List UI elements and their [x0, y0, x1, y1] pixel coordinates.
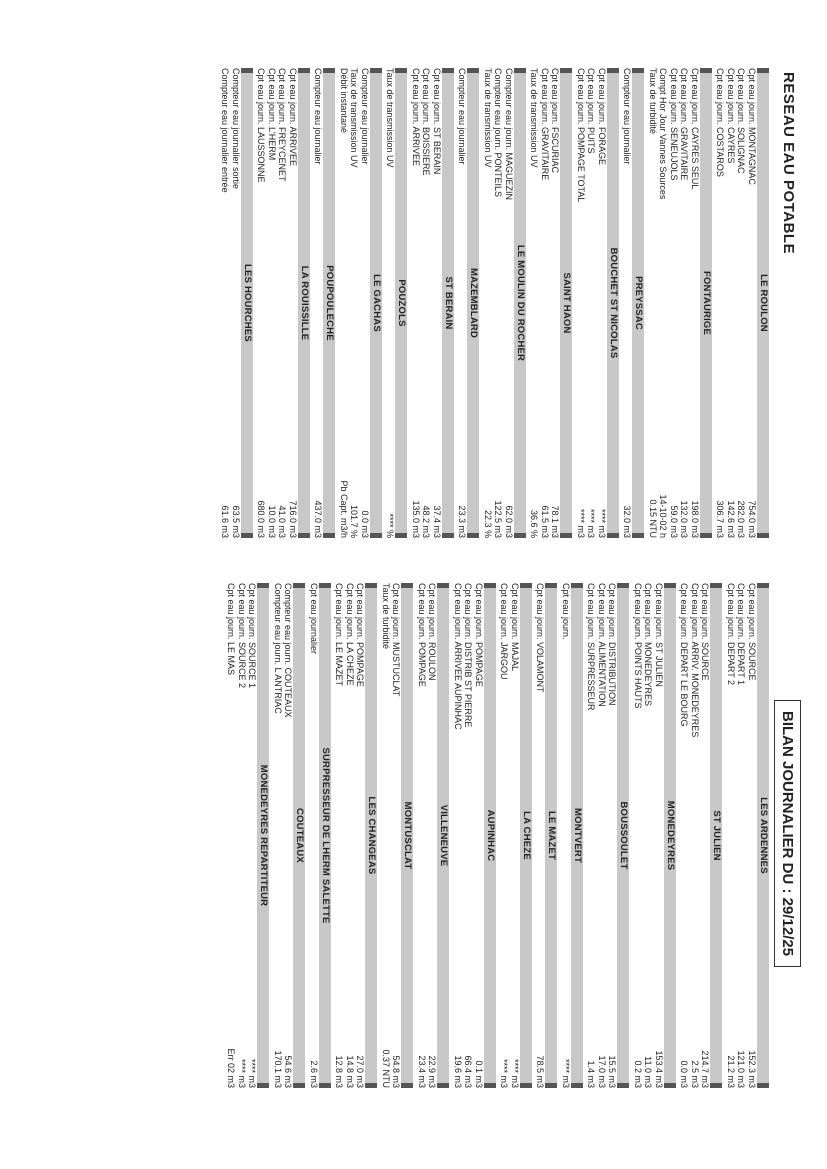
measure-label: Cpt eau journ. ST BERAIN: [432, 68, 442, 175]
measure-row: [381, 583, 392, 1088]
station-header: PREYSSAC: [633, 68, 645, 538]
measure-row: [747, 583, 758, 1088]
station-section: [313, 68, 336, 538]
station-section: [273, 583, 306, 1088]
station-header: FONTAURIGE: [700, 68, 712, 538]
measure-row: [576, 68, 587, 538]
measure-row: [220, 68, 231, 538]
measure-row: [463, 583, 474, 1088]
measure-label: Cpt eau journ. DEPART 2: [726, 583, 736, 686]
station-header: ST BERAIN: [442, 68, 454, 538]
measure-value: 101.7 %: [349, 504, 360, 538]
measure-label: Cpt eau journ. POMPAGE: [417, 583, 427, 687]
station-header: MAZEMBLARD: [468, 68, 480, 538]
measure-row: [736, 583, 747, 1088]
measure-label: Compteur eau journ. L ANTRIAC: [273, 583, 283, 714]
measure-label: Cpt eau journ. ARRIV. MONEDEYRES: [690, 583, 700, 738]
measure-label: Cpt eau journ. GRAVITAIRE: [540, 68, 550, 181]
station-section: [453, 583, 497, 1088]
report-title: RESEAU EAU POTABLE: [780, 72, 797, 255]
measure-row: [355, 583, 366, 1088]
station-header: LA CHEZE: [520, 583, 532, 1088]
measure-row: [256, 68, 267, 538]
measure-value: **** m3: [510, 1058, 520, 1088]
measure-value: 0.2 m3: [633, 1060, 643, 1088]
measure-label: Cpt eau journ. DEPART 1: [736, 583, 747, 686]
station-section: [499, 583, 532, 1088]
measure-label: Compteur eau journ. PONTEILS: [493, 68, 504, 198]
measure-value: 62.0 m3: [504, 505, 514, 538]
measure-value: **** m3: [499, 1058, 510, 1088]
measure-row: [648, 68, 659, 538]
station-header: MONTVERT: [571, 583, 583, 1088]
measure-row: [586, 583, 597, 1088]
measure-row: [504, 68, 515, 538]
measure-row: [453, 583, 464, 1088]
measure-row: [432, 68, 443, 538]
measure-label: Cpt eau journ. SOURCE 2: [237, 583, 247, 689]
station-header: MONEDEYRES REPARTITEUR: [258, 583, 270, 1088]
measure-row: [726, 583, 737, 1088]
measure-label: Cpt eau journ. SENEUJOLS: [669, 68, 679, 181]
measure-label: Cpt eau journ. CAYRES: [726, 68, 736, 164]
measure-label: Taux de turbidité: [381, 583, 391, 650]
measure-label: Compteur eau journalier: [622, 68, 633, 165]
station-section: [561, 583, 584, 1088]
measure-row: [736, 68, 747, 538]
station-header: COUTEAUX: [294, 583, 306, 1088]
measure-label: Cpt eau journ. POINTS HAUTS: [633, 583, 643, 709]
station-section: [334, 583, 378, 1088]
measure-label: Compteur eau journalier: [457, 68, 468, 165]
measure-row: [658, 68, 669, 538]
measure-row: [309, 583, 320, 1088]
measure-value: 17.0 m3: [597, 1055, 607, 1088]
measure-label: Cpt eau journ. ROULON: [427, 583, 438, 681]
measure-value: 19.6 m3: [453, 1055, 463, 1088]
measure-label: Cpt eau journ. POMPAGE: [355, 583, 366, 687]
measure-row: [483, 68, 494, 538]
measure-value: 122.5 m3: [493, 500, 504, 538]
report-date-box: BILAN JOURNALIER DU : 29/12/25: [774, 700, 801, 967]
measure-value: 59.0 m3: [669, 505, 679, 538]
measure-value: Pb Capt. m3/h: [339, 480, 349, 538]
measure-label: Cpt eau journ. MUSTUCLAT: [391, 583, 402, 697]
measure-row: [529, 68, 540, 538]
measure-value: 214.7 m3: [700, 1050, 711, 1088]
measure-value: **** m3: [561, 1058, 571, 1088]
measure-row: [391, 583, 402, 1088]
measure-value: 78.1 m3: [550, 505, 561, 538]
measure-value: 61.5 m3: [540, 505, 550, 538]
station-header: MONTUSCLAT: [402, 583, 414, 1088]
measure-row: [586, 68, 597, 538]
measure-row: [247, 583, 258, 1088]
measure-value: 2.6 m3: [309, 1060, 319, 1088]
measure-label: Cpt eau journ. MAJAL: [510, 583, 520, 672]
measure-label: Cpt eau journ. LE MAZET: [334, 583, 345, 687]
measure-value: 0.0 m3: [360, 510, 370, 538]
measure-label: Compteur eau journ. COUTEAUX: [283, 583, 294, 718]
station-header: MONEDEYRES: [664, 583, 676, 1088]
measure-value: 22.3 %: [483, 509, 493, 538]
station-section: [648, 68, 713, 538]
station-header: ST JULIEN: [711, 583, 723, 1088]
measure-label: Cpt eau journ. MONTAGNAC: [747, 68, 757, 185]
measure-row: [510, 583, 521, 1088]
station-header: POUPOULECHE: [324, 68, 336, 538]
station-section: [586, 583, 630, 1088]
measure-label: Cpt eau journ. DEPART LE BOURG: [679, 583, 690, 727]
measure-value: 41.0 m3: [277, 505, 288, 538]
measure-label: Cpt eau journ.: [561, 583, 571, 640]
measure-value: 198.0 m3: [690, 500, 700, 538]
station-header: SAINT HAON: [561, 68, 573, 538]
measure-label: Cpt eau journ. DISTRIBUTION: [607, 583, 618, 706]
measure-row: [349, 68, 360, 538]
measure-value: 66.4 m3: [463, 1055, 474, 1088]
station-header: LES CHANGEAS: [366, 583, 378, 1088]
measure-label: Taux de transmission UV: [483, 68, 493, 168]
measure-value: 132.0 m3: [679, 500, 690, 538]
station-header: VILLENEUVE: [438, 583, 450, 1088]
measure-value: 1.4 m3: [586, 1060, 597, 1088]
measure-row: [360, 68, 371, 538]
measure-value: 54.8 m3: [391, 1055, 402, 1088]
station-header: LE ROULON: [757, 68, 769, 538]
station-section: [226, 583, 270, 1088]
measure-row: [334, 583, 345, 1088]
measure-row: [237, 583, 248, 1088]
station-section: [715, 68, 769, 538]
measure-label: Taux de transmission UV: [529, 68, 540, 168]
measure-label: Cpt eau journ. FREYCENET: [277, 68, 288, 182]
measure-row: [427, 583, 438, 1088]
measure-row: [597, 68, 608, 538]
measure-value: 10.0 m3: [267, 505, 277, 538]
measure-label: Cpt eau journ. SOURCE: [700, 583, 711, 681]
station-section: [385, 68, 408, 538]
measure-row: [561, 583, 572, 1088]
measure-value: 152.3 m3: [747, 1050, 757, 1088]
measure-value: 37.4 m3: [432, 505, 442, 538]
measure-label: Compteur eau journalier sortie: [231, 68, 241, 190]
measure-row: [597, 583, 608, 1088]
measure-value: 12.8 m3: [334, 1055, 345, 1088]
station-section: [679, 583, 723, 1088]
station-section: [576, 68, 620, 538]
measure-value: 754.0 m3: [747, 500, 757, 538]
station-section: [535, 583, 558, 1088]
measure-label: Compteur eau journalier entrée: [220, 68, 231, 193]
measure-row: [679, 583, 690, 1088]
measure-label: Cpt eau journ. JARGOU: [499, 583, 510, 680]
station-header: BOUCHET ST NICOLAS: [607, 68, 619, 538]
measure-label: Cpt eau journ. SURPRESSEUR: [586, 583, 597, 711]
measure-label: Cpt eau journ. L'HERM: [267, 68, 277, 161]
measure-label: Cpt eau journ. DISTRIB ST PIERRE: [463, 583, 474, 728]
measure-label: Cpt eau journ. COSTAROS: [715, 68, 726, 177]
measure-value: **** m3: [597, 508, 607, 538]
measure-value: 170.1 m3: [273, 1050, 283, 1088]
measure-value: 23.4 m3: [417, 1055, 427, 1088]
measure-label: Cpt eau journ. FSCURIAC: [550, 68, 561, 174]
measure-value: 48.2 m3: [421, 505, 432, 538]
station-section: [339, 68, 383, 538]
measure-value: 78.5 m3: [535, 1055, 546, 1088]
measure-value: 22.9 m3: [427, 1055, 438, 1088]
measure-label: Cpt eau journ. SOLIGNAC: [736, 68, 747, 174]
measure-value: 0.15 NTU: [648, 499, 658, 538]
measure-value: 0.0 m3: [679, 1060, 690, 1088]
measure-value: 2.5 m3: [690, 1060, 700, 1088]
measure-value: **** m3: [586, 508, 597, 538]
measure-label: Cpt eau journ. SOURCE: [747, 583, 757, 681]
station-section: [726, 583, 770, 1088]
measure-row: [339, 68, 350, 538]
measure-value: 121.0 m3: [736, 1050, 747, 1088]
station-header: BOUSSOULET: [618, 583, 630, 1088]
station-section: [411, 68, 455, 538]
station-section: [622, 68, 645, 538]
measure-row: [474, 583, 485, 1088]
measure-label: Cpt eau journ. SOURCE 1: [247, 583, 258, 689]
measure-row: [679, 68, 690, 538]
measure-row: [669, 68, 680, 538]
measure-label: Cpt eau journ. BOISSIERE: [421, 68, 432, 176]
station-section: [256, 68, 310, 538]
measure-value: 437.0 m3: [313, 500, 324, 538]
station-section: [633, 583, 677, 1088]
measure-label: Compteur eau journalier: [313, 68, 324, 165]
measure-value: 135.0 m3: [411, 500, 421, 538]
measure-label: Cpt eau journ. GRAVITAIRE: [679, 68, 690, 181]
measure-row: [421, 68, 432, 538]
measure-value: **** %: [385, 513, 396, 538]
measure-value: 21.2 m3: [726, 1055, 736, 1088]
measure-row: [643, 583, 654, 1088]
station-section: [381, 583, 414, 1088]
station-section: [309, 583, 332, 1088]
measure-row: [313, 68, 324, 538]
measure-row: [411, 68, 422, 538]
station-header: LE GACHAS: [370, 68, 382, 538]
station-section: [529, 68, 573, 538]
measure-row: [231, 68, 242, 538]
station-header: SURPRESSEUR DE LHERM SALETTE: [319, 583, 331, 1088]
measure-value: 14.8 m3: [345, 1055, 355, 1088]
measure-label: Cpt eau journ. ARRIVEE AUPINHAC: [453, 583, 463, 730]
measure-label: Cpt eau journ. FORAGE: [597, 68, 607, 166]
station-header: LES ARDENNES: [757, 583, 769, 1088]
measure-label: Cpt eau journ. ALIMENTATION: [597, 583, 607, 707]
measure-value: 14-10-02 h: [658, 494, 669, 538]
measure-value: 680.0 m3: [256, 500, 267, 538]
measure-value: **** m3: [576, 508, 586, 538]
station-section: [483, 68, 527, 538]
station-header: AUPINHAC: [484, 583, 496, 1088]
measure-row: [622, 68, 633, 538]
measure-row: [550, 68, 561, 538]
measure-label: Taux de turbidité: [648, 68, 658, 135]
station-header: LES HOURCHES: [241, 68, 253, 538]
measure-value: 54.6 m3: [283, 1055, 294, 1088]
measure-row: [288, 68, 299, 538]
measure-value: 63.5 m3: [231, 505, 241, 538]
station-section: [220, 68, 253, 538]
measure-label: Cpt eau journ. ST JULIEN: [654, 583, 664, 687]
measure-label: Compteur eau journalier: [360, 68, 370, 165]
measure-value: 15.5 m3: [607, 1055, 618, 1088]
station-header: POUZOLS: [396, 68, 408, 538]
measure-row: [277, 68, 288, 538]
station-section: [457, 68, 480, 538]
measure-label: Cpt eau journ. VOLAMONT: [535, 583, 546, 693]
measure-value: 282.0 m3: [736, 500, 747, 538]
measure-row: [499, 583, 510, 1088]
measure-row: [345, 583, 356, 1088]
station-header: LA ROUISSILLE: [298, 68, 310, 538]
right-column: [223, 583, 769, 1088]
measure-row: [540, 68, 551, 538]
measure-value: 0.1 m3: [474, 1060, 484, 1088]
measure-value: Err 02 m3: [226, 1048, 237, 1088]
measure-label: Taux de transmission UV: [385, 68, 396, 168]
measure-row: [493, 68, 504, 538]
measure-label: Cpt eau journalier: [309, 583, 319, 655]
measure-row: [385, 68, 396, 538]
measure-value: 142.6 m3: [726, 500, 736, 538]
measure-value: 36.6 %: [529, 509, 540, 538]
measure-row: [715, 68, 726, 538]
measure-label: Compt Hor Jour Vannes Sources: [658, 68, 669, 200]
measure-row: [417, 583, 428, 1088]
measure-label: Cpt eau journ. ARRIVEE: [288, 68, 298, 167]
station-section: [417, 583, 450, 1088]
measure-value: 11.0 m3: [643, 1056, 654, 1088]
measure-label: Taux de transmission UV: [349, 68, 360, 168]
station-header: LE MOULIN DU ROCHER: [514, 68, 526, 538]
measure-label: Cpt eau journ. LA CHEZE: [345, 583, 355, 686]
measure-value: **** m3: [237, 1058, 247, 1088]
measure-value: 306.7 m3: [715, 500, 726, 538]
measure-row: [457, 68, 468, 538]
measure-row: [283, 583, 294, 1088]
measure-value: 0.37 NTU: [381, 1049, 391, 1088]
measure-value: 27.0 m3: [355, 1055, 366, 1088]
measure-label: Cpt eau journ. MONEDEYRES: [643, 583, 654, 707]
measure-row: [700, 583, 711, 1088]
station-header: LE MAZET: [546, 583, 558, 1088]
measure-value: 23.3 m3: [457, 505, 468, 538]
measure-value: **** m3: [247, 1058, 258, 1088]
measure-value: 716.0 m3: [288, 500, 298, 538]
measure-row: [267, 68, 278, 538]
measure-row: [726, 68, 737, 538]
measure-row: [690, 68, 701, 538]
left-column: [217, 68, 769, 538]
measure-label: Débit instantané: [339, 68, 349, 134]
measure-row: [654, 583, 665, 1088]
measure-row: [226, 583, 237, 1088]
measure-label: Compteur eau journ. MAGUEZIN: [504, 68, 514, 201]
measure-value: 32.0 m3: [622, 505, 633, 538]
measure-label: Cpt eau journ. LE MAS: [226, 583, 237, 676]
measure-row: [535, 583, 546, 1088]
measure-label: Cpt eau journ. CAYRES SEUL: [690, 68, 700, 190]
measure-row: [633, 583, 644, 1088]
measure-label: Cpt eau journ. POMPAGE TOTAL: [576, 68, 586, 203]
measure-label: Cpt eau journ. LAUSSONNE: [256, 68, 267, 183]
measure-value: 61.6 m3: [220, 505, 231, 538]
measure-row: [747, 68, 758, 538]
measure-value: 153.4 m3: [654, 1050, 664, 1088]
measure-label: Cpt eau journ. ARRIVEE: [411, 68, 421, 167]
measure-row: [273, 583, 284, 1088]
measure-row: [690, 583, 701, 1088]
measure-label: Cpt eau journ. PUITS: [586, 68, 597, 154]
measure-label: Cpt eau journ. POMPAGE: [474, 583, 484, 687]
measure-row: [607, 583, 618, 1088]
